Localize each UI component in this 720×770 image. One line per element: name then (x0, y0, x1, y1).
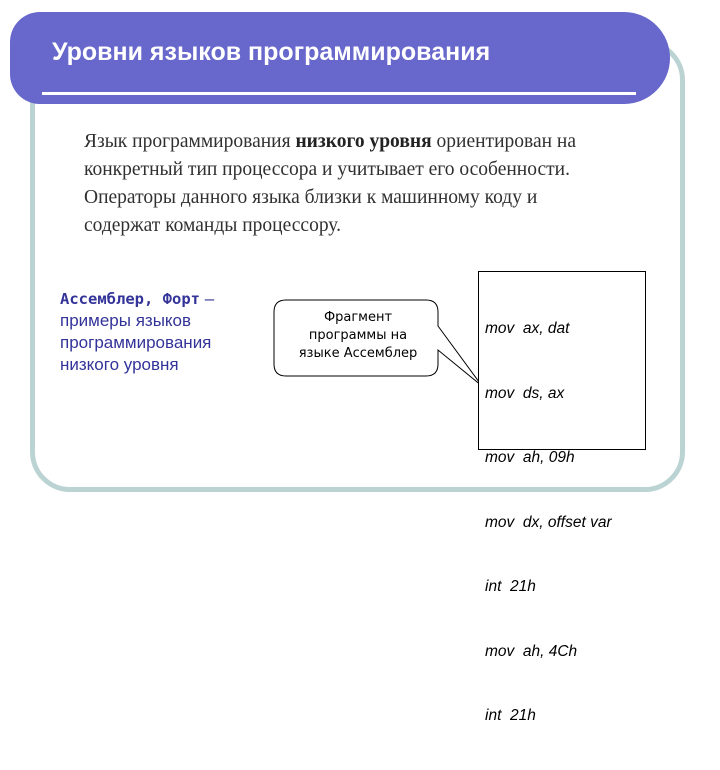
callout-line: Фрагмент (323, 310, 393, 325)
examples-languages: Ассемблер, Форт (60, 290, 200, 308)
intro-text: конкретный тип процессора и учитывает его особенности. (84, 159, 570, 180)
intro-text: ориентирован на (431, 131, 577, 152)
code-line: mov ah, 09h (485, 449, 575, 466)
code-line: mov ds, ax (485, 384, 565, 402)
callout-text (282, 309, 434, 363)
examples-dash: – (199, 289, 215, 308)
intro-text: Язык программирования (84, 131, 296, 152)
code-listing (485, 275, 645, 770)
code-line: mov dx, offset var (485, 513, 612, 531)
callout-line: языке Ассемблер (298, 346, 418, 361)
slide-title: Уровни языков программирования (52, 38, 491, 66)
intro-emphasis: низкого уровня (295, 131, 432, 152)
code-line: int 21h (485, 707, 536, 724)
intro-text: Операторы данного языка близки к машинному коду и (84, 187, 538, 208)
code-line: int 21h (485, 578, 536, 595)
callout-line: программы на (308, 328, 408, 343)
code-line: mov ah, 4Ch (485, 642, 578, 660)
code-line: mov ax, dat (485, 320, 570, 337)
examples-description: примеры языков программирования низкого уровня (60, 311, 212, 374)
intro-text: содержат команды процессору. (84, 215, 341, 236)
